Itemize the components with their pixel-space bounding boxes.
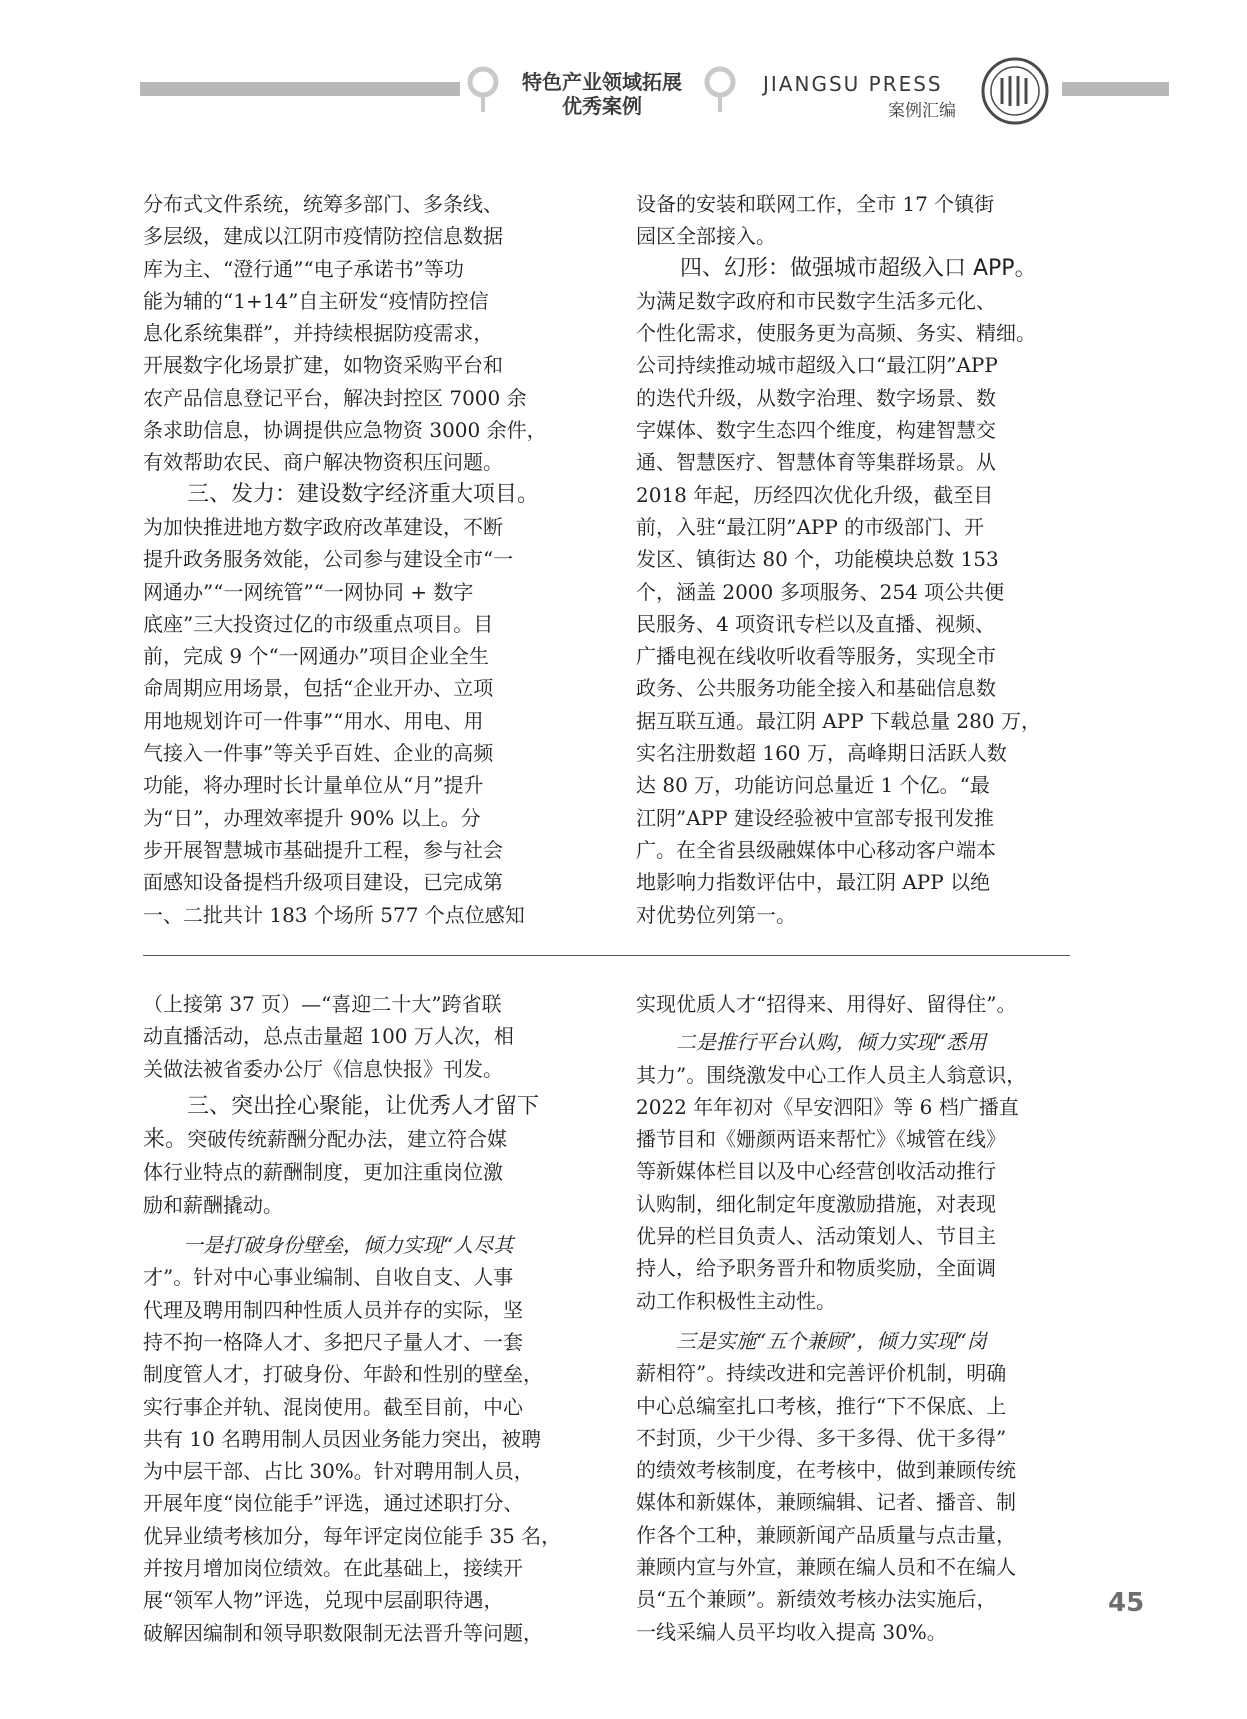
text-line: 的迭代升级，从数字治理、数字场景、数 xyxy=(636,385,996,410)
text-line: 网通办”“一网统管”“一网协同 + 数字 xyxy=(143,579,474,604)
text-line: 持人，给予职务晋升和物质奖励，全面调 xyxy=(636,1256,996,1281)
text-line: 步开展智慧城市基础提升工程，参与社会 xyxy=(143,837,503,862)
text-line: 用地规划许可一件事”“用水、用电、用 xyxy=(143,708,484,733)
text-line: 个性化需求，使服务更为高频、务实、精细。 xyxy=(636,321,1036,346)
text-line: 农产品信息登记平台，解决封控区 7000 余 xyxy=(143,385,527,410)
bottom-right-column xyxy=(636,988,1070,1648)
text-line: 提升政务服务效能，公司参与建设全市“一 xyxy=(143,547,514,572)
text-line: 民服务、4 项资讯专栏以及直播、视频、 xyxy=(636,611,996,636)
text-line: 实行事企并轨、混岗使用。截至目前，中心 xyxy=(143,1394,523,1419)
text-line: 播节目和《姗颜两语来帮忙》《城管在线》 xyxy=(636,1127,1006,1152)
press-name: JIANGSU PRESS xyxy=(763,72,943,96)
text-line: 开展数字化场景扩建，如物资采购平台和 xyxy=(143,353,503,378)
text-line: （上接第 37 页）—“喜迎二十大”跨省联 xyxy=(143,992,502,1016)
text-line: 广播电视在线收听收看等服务，实现全市 xyxy=(636,644,996,669)
text-line: 分布式文件系统，统筹多部门、多条线、 xyxy=(143,192,503,216)
text-line: 一线采编人员平均收入提高 30%。 xyxy=(636,1619,947,1644)
text-line: 破解因编制和领导职数限制无法晋升等问题， xyxy=(143,1620,543,1645)
text-line: 代理及聘用制四种性质人员并存的实际，坚 xyxy=(143,1297,523,1322)
text-line: 作各个工种，兼顾新闻产品质量与点击量， xyxy=(636,1522,1016,1547)
location-pin-icon xyxy=(466,66,500,114)
text-line: 能为辅的“1+14”自主研发“疫情防控信 xyxy=(143,288,489,313)
text-line: 库为主、“澄行通”“电子承诺书”等功 xyxy=(143,256,464,281)
text-line: 认购制，细化制定年度激励措施，对表现 xyxy=(636,1191,996,1216)
text-line: 设备的安装和联网工作，全市 17 个镇街 xyxy=(636,192,995,216)
section-heading: 来。 xyxy=(143,1127,188,1153)
text-line: 为加快推进地方数字政府改革建设，不断 xyxy=(143,514,503,539)
text-line: 的绩效考核制度，在考核中，做到兼顾传统 xyxy=(636,1458,1016,1483)
text-line: 有效帮助农民、商户解决物资积压问题。 xyxy=(143,450,503,475)
text-line xyxy=(143,1123,579,1156)
text-line: 面感知设备提档升级项目建设，已完成第 xyxy=(143,870,503,895)
press-seal-logo xyxy=(980,56,1050,126)
location-pin-icon xyxy=(703,66,737,114)
text-line: 通、智慧医疗、智慧体育等集群场景。从 xyxy=(636,450,996,475)
text-line: 底座”三大投资过亿的市级重点项目。目 xyxy=(143,611,494,636)
text-line: 江阴”APP 建设经验被中宣部专报刊发推 xyxy=(636,805,994,830)
text-line: 命周期应用场景，包括“企业开办、立项 xyxy=(143,676,494,701)
text-line: 优异业绩考核加分，每年评定岗位能手 35 名， xyxy=(143,1523,562,1548)
text-segment: 突破传统薪酬分配办法，建立符合媒 xyxy=(187,1127,508,1152)
text-line: 一、二批共计 183 个场所 577 个点位感知 xyxy=(143,902,525,927)
text-line: 并按月增加岗位绩效。在此基础上，接续开 xyxy=(143,1556,523,1581)
text-line: 公司持续推动城市超级入口“最江阴”APP xyxy=(636,353,998,378)
text-line: 广。在全省县级融媒体中心移动客户端本 xyxy=(636,837,996,862)
text-line: 制度管人才，打破身份、年龄和性别的壁垒， xyxy=(143,1362,543,1387)
text-line: 才”。针对中心事业编制、自收自支、人事 xyxy=(143,1265,514,1290)
text-line: 前，入驻“最江阴”APP 的市级部门、开 xyxy=(636,514,985,539)
text-line: 中心总编室扎口考核，推行“下不保底、上 xyxy=(636,1393,1007,1418)
top-left-column xyxy=(143,188,579,931)
text-line: 息化系统集群”，并持续根据防疫需求， xyxy=(143,321,494,346)
text-line: 个，涵盖 2000 多项服务、254 项公共便 xyxy=(636,579,1005,604)
text-line: 功能，将办理时长计量单位从“月”提升 xyxy=(143,773,484,798)
text-line: 2018 年起，历经四次优化升级，截至目 xyxy=(636,482,994,507)
text-line: 开展年度“岗位能手”评选，通过述职打分、 xyxy=(143,1491,524,1516)
text-line: 三是实施“五个兼顾”，倾力实现“岗 xyxy=(676,1328,987,1353)
text-line: 持不拘一格降人才、多把尺子量人才、一套 xyxy=(143,1329,523,1354)
text-line: 据互联互通。最江阴 APP 下载总量 280 万， xyxy=(636,708,1041,733)
text-line: 关做法被省委办公厅《信息快报》刊发。 xyxy=(143,1056,503,1081)
header-bar-left xyxy=(140,82,460,96)
text-line: 其力”。围绕激发中心工作人员主人翁意识， xyxy=(636,1062,1027,1087)
text-line: 为满足数字政府和市民数字生活多元化、 xyxy=(636,288,996,313)
text-line: 前，完成 9 个“一网通办”项目企业全生 xyxy=(143,644,489,669)
text-line: 为“日”，办理效率提升 90% 以上。分 xyxy=(143,805,481,830)
section-heading: 三、突出拴心聚能，让优秀人才留下 xyxy=(187,1093,540,1119)
text-line: 等新媒体栏目以及中心经营创收活动推行 xyxy=(636,1159,996,1184)
press-subtitle: 案例汇编 xyxy=(888,101,956,121)
text-line: 为中层干部、占比 30%。针对聘用制人员， xyxy=(143,1459,534,1484)
text-line: 体行业特点的薪酬制度，更加注重岗位激 xyxy=(143,1160,503,1185)
page-number: 45 xyxy=(1108,1588,1145,1618)
header-bar-right xyxy=(1062,82,1169,96)
text-line: 发区、镇街达 80 个，功能模块总数 153 xyxy=(636,547,999,572)
text-line: 一是打破身份壁垒，倾力实现“人尽其 xyxy=(183,1233,514,1258)
text-line: 字媒体、数字生态四个维度，构建智慧交 xyxy=(636,418,996,443)
text-line: 不封顶，少干少得、多干多得、优干多得” xyxy=(636,1425,1007,1450)
text-line: 条求助信息，协调提供应急物资 3000 余件， xyxy=(143,418,547,443)
text-line: 实现优质人才“招得来、用得好、留得住”。 xyxy=(636,992,1017,1016)
text-line: 达 80 万，功能访问总量近 1 个亿。“最 xyxy=(636,773,990,798)
section-heading: 四、幻形：做强城市超级入口 APP。 xyxy=(680,255,1037,281)
text-line: 园区全部接入。 xyxy=(636,224,776,249)
section-title: 特色产业领域拓展 优秀案例 xyxy=(522,70,682,118)
text-line: 政务、公共服务功能全接入和基础信息数 xyxy=(636,676,996,701)
text-line: 实名注册数超 160 万，高峰期日活跃人数 xyxy=(636,741,1007,766)
text-line: 气接入一件事”等关乎百姓、企业的高频 xyxy=(143,741,494,766)
text-line: 动直播活动，总点击量超 100 万人次，相 xyxy=(143,1024,514,1049)
text-line: 兼顾内宣与外宣，兼顾在编人员和不在编人 xyxy=(636,1555,1016,1580)
text-line: 薪相符”。持续改进和完善评价机制，明确 xyxy=(636,1361,1007,1386)
top-right-column xyxy=(636,188,1070,931)
text-line: 共有 10 名聘用制人员因业务能力突出，被聘 xyxy=(143,1426,542,1451)
text-line: 媒体和新媒体，兼顾编辑、记者、播音、制 xyxy=(636,1490,1016,1515)
text-line: 多层级，建成以江阴市疫情防控信息数据 xyxy=(143,224,503,249)
text-line: 展“领军人物”评选，兑现中层副职待遇， xyxy=(143,1588,504,1613)
text-line: 地影响力指数评估中，最江阴 APP 以绝 xyxy=(636,870,991,895)
section-heading: 三、发力：建设数字经济重大项目。 xyxy=(187,481,540,507)
text-line: 二是推行平台认购，倾力实现“悉用 xyxy=(676,1030,987,1055)
text-line: 励和薪酬撬动。 xyxy=(143,1192,283,1217)
text-line: 动工作积极性主动性。 xyxy=(636,1288,836,1313)
text-line: 员“五个兼顾”。新绩效考核办法实施后， xyxy=(636,1587,997,1612)
section-divider xyxy=(143,955,1070,956)
text-line: 2022 年年初对《早安泗阳》等 6 档广播直 xyxy=(636,1094,1019,1119)
bottom-left-column xyxy=(143,988,579,1649)
text-line: 对优势位列第一。 xyxy=(636,902,796,927)
text-line: 优异的栏目负责人、活动策划人、节目主 xyxy=(636,1224,996,1249)
